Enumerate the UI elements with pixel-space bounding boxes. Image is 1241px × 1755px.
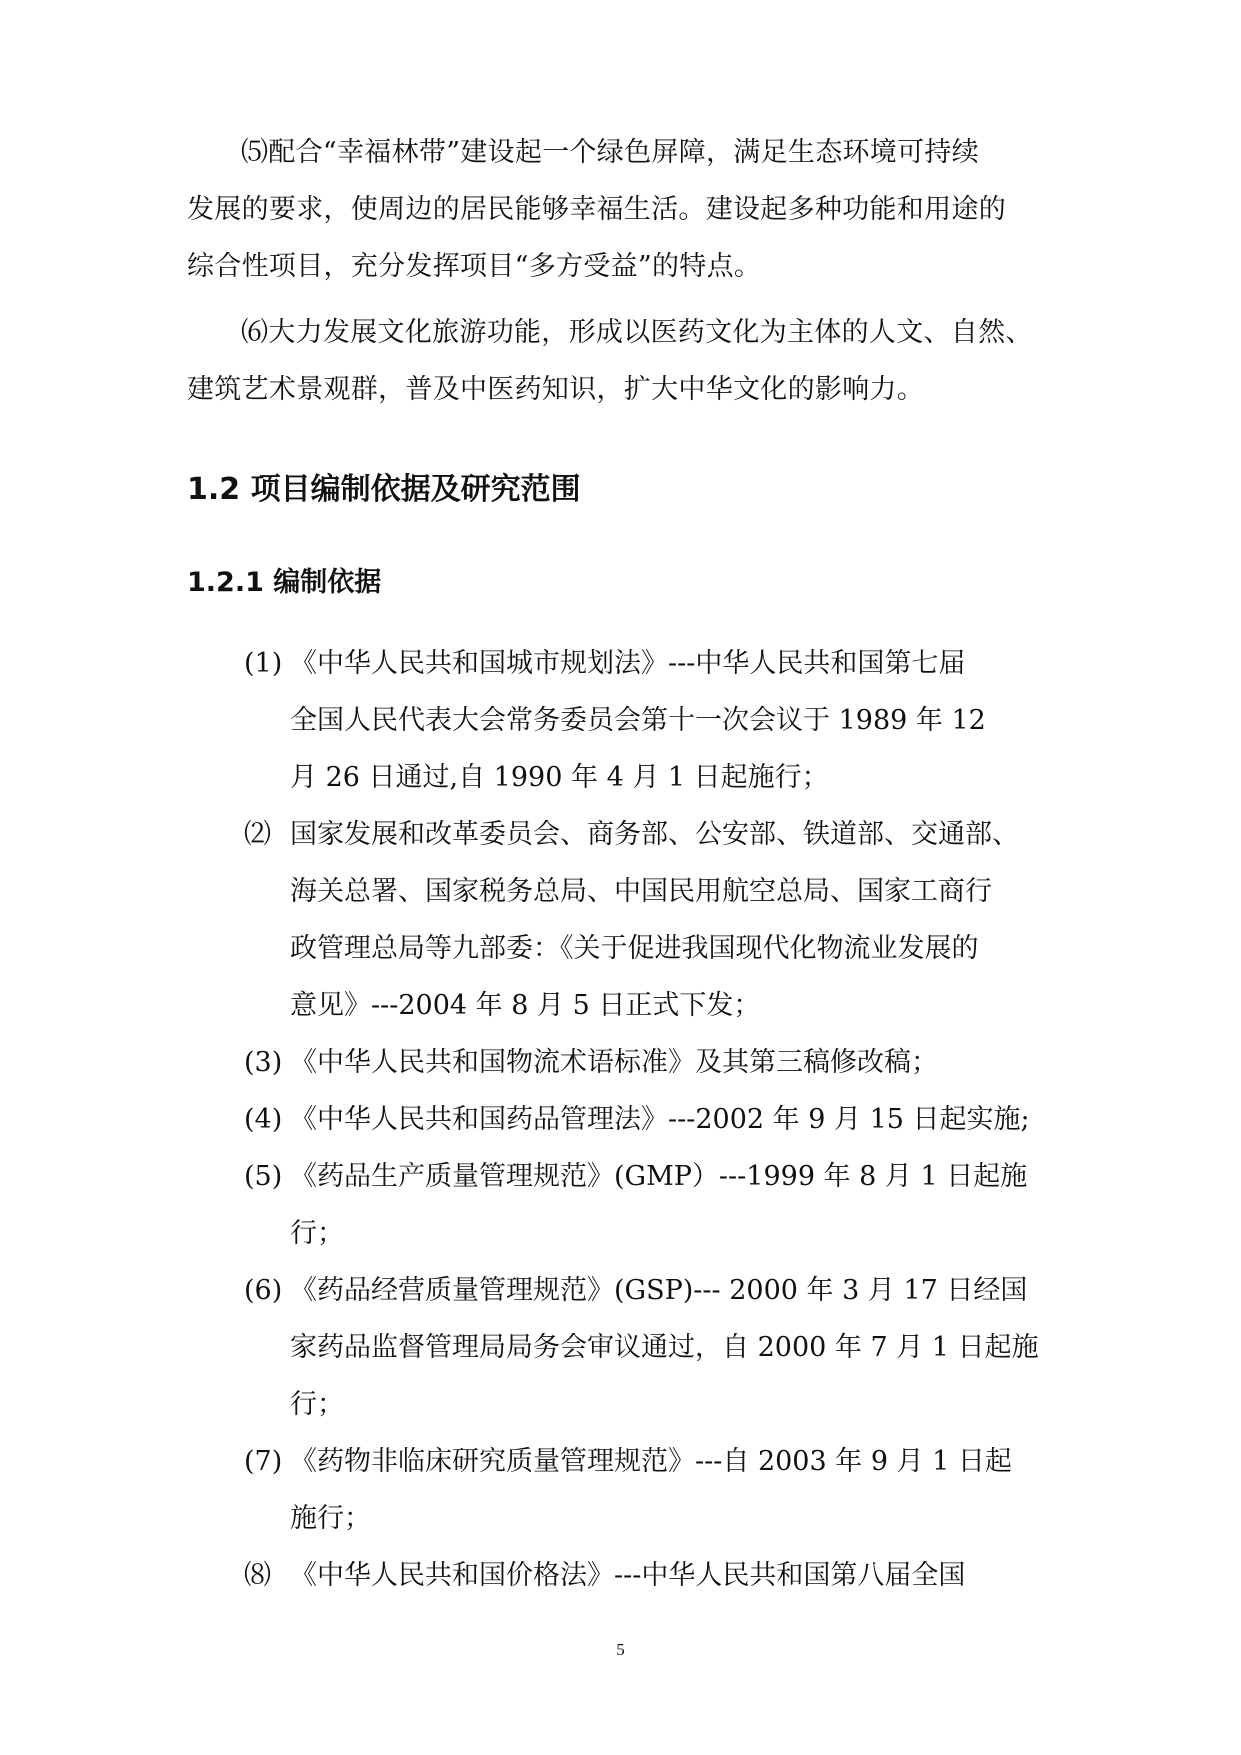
reference-number: (5) (244, 1161, 283, 1192)
paragraph-line: 综合性项目，充分发挥项目“多方受益”的特点。 (187, 251, 762, 282)
paragraph-line: 建筑艺术景观群，普及中医药知识，扩大中华文化的影响力。 (187, 374, 925, 405)
reference-list (187, 635, 1047, 1604)
reference-line: 《药品经营质量管理规范》(GSP)--- 2000 年 3 月 17 日经国 (290, 1275, 1028, 1306)
reference-item (187, 1433, 1047, 1547)
body-paragraph (187, 124, 1047, 295)
reference-item (187, 1148, 1047, 1262)
body-paragraph (187, 304, 1047, 418)
section-heading: 1.2 项目编制依据及研究范围 (187, 472, 581, 507)
page-number: 5 (616, 1640, 625, 1659)
reference-number: (6) (244, 1275, 283, 1306)
reference-line: 《中华人民共和国物流术语标准》及其第三稿修改稿； (290, 1047, 938, 1078)
reference-number: (4) (244, 1104, 283, 1135)
reference-item (187, 1091, 1047, 1148)
reference-line: 意见》---2004 年 8 月 5 日正式下发； (290, 990, 761, 1021)
reference-line: 《药品生产质量管理规范》(GMP）---1999 年 8 月 1 日起施 (290, 1161, 1028, 1192)
reference-line: 《药物非临床研究质量管理规范》---自 2003 年 9 月 1 日起 (290, 1446, 1012, 1477)
reference-line: 《中华人民共和国城市规划法》---中华人民共和国第七届 (290, 648, 966, 679)
reference-line: 行； (290, 1389, 344, 1420)
reference-line: 行； (290, 1218, 344, 1249)
reference-number: (7) (244, 1446, 283, 1477)
reference-item (187, 1262, 1047, 1433)
reference-item (187, 806, 1047, 1034)
reference-number: ⑵ (244, 819, 271, 850)
reference-line: 政管理总局等九部委：《关于促进我国现代化物流业发展的 (290, 933, 979, 964)
reference-item (187, 1034, 1047, 1091)
reference-item (187, 1547, 1047, 1604)
reference-line: 全国人民代表大会常务委员会第十一次会议于 1989 年 12 (290, 705, 986, 736)
reference-line: 《中华人民共和国价格法》---中华人民共和国第八届全国 (290, 1560, 966, 1591)
reference-line: 月 26 日通过,自 1990 年 4 月 1 日起施行； (290, 762, 829, 793)
paragraph-line: 发展的要求，使周边的居民能够幸福生活。建设起多种功能和用途的 (187, 194, 1006, 225)
reference-line: 《中华人民共和国药品管理法》---2002 年 9 月 15 日起实施; (290, 1104, 1030, 1135)
paragraph-line: ⑹大力发展文化旅游功能，形成以医药文化为主体的人文、自然、 (241, 317, 1033, 348)
reference-number: ⑻ (244, 1560, 271, 1591)
subsection-heading: 1.2.1 编制依据 (187, 567, 382, 598)
reference-number: (1) (244, 648, 283, 679)
reference-item (187, 635, 1047, 806)
reference-line: 施行； (290, 1503, 371, 1534)
reference-line: 海关总署、国家税务总局、中国民用航空总局、国家工商行 (290, 876, 992, 907)
reference-line: 家药品监督管理局局务会审议通过，自 2000 年 7 月 1 日起施 (290, 1332, 1039, 1363)
reference-line: 国家发展和改革委员会、商务部、公安部、铁道部、交通部、 (290, 819, 1019, 850)
reference-number: (3) (244, 1047, 283, 1078)
paragraph-line: ⑸配合“幸福林带”建设起一个绿色屏障，满足生态环境可持续 (241, 137, 980, 168)
